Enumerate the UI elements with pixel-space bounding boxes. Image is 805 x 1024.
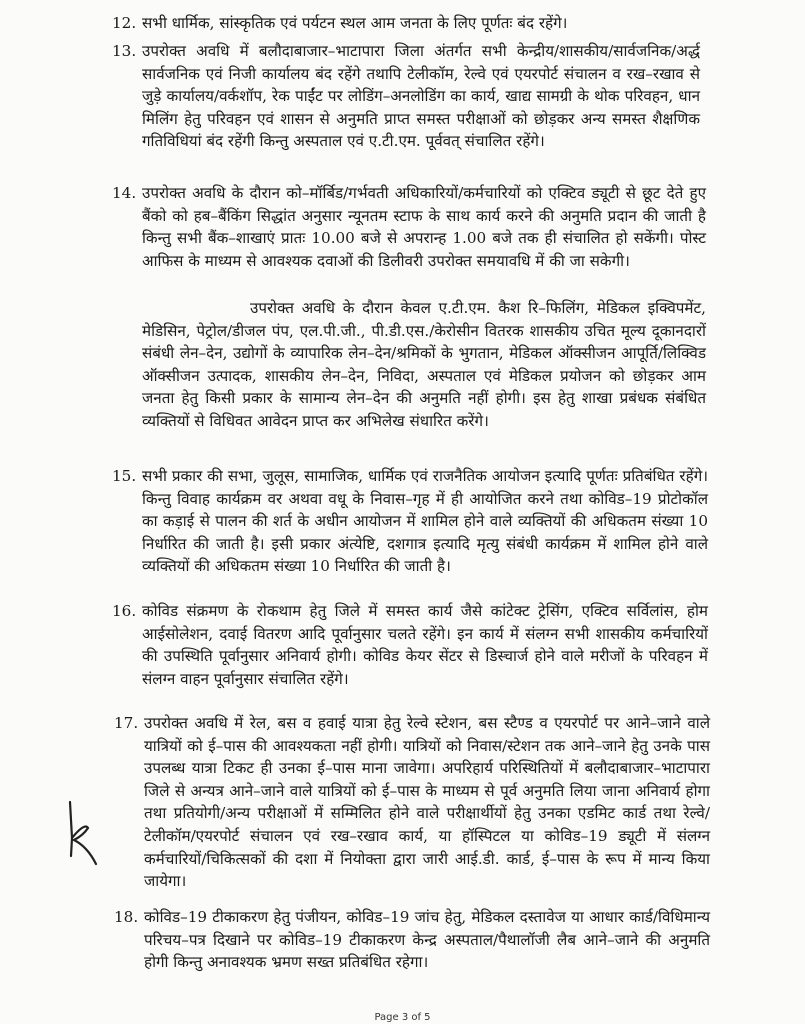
clause-text: उपरोक्त अवधि में रेल, बस व हवाई यात्रा हेतु रेल्वे स्टेशन, बस स्टैण्ड व एयरपोर्ट पर आने–जाने वाले यात्रियों को ई–पास की आवश्यकता नहीं होगी। यात्रियों को निवास/स्टेशन तक आने–जाने हेतु उनके पास उपलब्ध यात्रा टिकट ही उनका ई–पास माना जावेगा। अपरिहार्य परिस्थितियों में बलौदाबाजार–भाटापारा जिले से अन्यत्र आने–जाने वाले यात्रियों को ई–पास के माध्यम से पूर्व अनुमति लिया जाना अनिवार्य होगा तथा प्रतियोगी/अन्य परीक्षाओं में सम्मिलित होने वाले परीक्षार्थीयों हेतु उनका एडमिट कार्ड तथा रेल्वे/टेलीकॉम/एयरपोर्ट संचालन एवं रख–रखाव कार्य, या हॉस्पिटल या कोविड–19 ड्यूटी में संलग्न कर्मचारियों/चिकित्सकों की दशा में नियोक्ता द्वारा जारी आई.डी. कार्ड, ई–पास के रूप में मान्य किया जायेगा।	[144, 714, 710, 891]
clause-number: 15.	[112, 467, 137, 485]
clause-number: 12.	[112, 14, 137, 32]
clause-16	[112, 600, 708, 690]
handwritten-mark	[62, 798, 102, 868]
clause-14-continuation: उपरोक्त अवधि के दौरान केवल ए.टी.एम. कैश रि–फिलिंग, मेडिकल इक्विपमेंट, मेडिसिन, पेट्रोल/डीजल पंप, एल.पी.जी., पी.डी.एस./केरोसीन वितरक शासकीय उचित मूल्य दूकानदारों संबंधी लेन–देन, उद्योगों के व्यापारिक लेन–देन/श्रमिकों के भुगतान, मेडिकल ऑक्सीजन आपूर्ति/लिक्विड ऑक्सीजन उत्पादक, शासकीय लेन–देन, निविदा, अस्पताल एवं मेडिकल प्रयोजन को छोड़कर आम जनता हेतु किसी प्रकार के सामान्य लेन–देन की अनुमति नहीं होगी। इस हेतु शाखा प्रबंधक संबंधित व्यक्तियों से विधिवत आवेदन प्राप्त कर अभिलेख संधारित करेंगे।	[142, 299, 706, 430]
clause-12	[112, 12, 702, 35]
clause-15	[112, 465, 708, 578]
clause-number: 17.	[114, 714, 139, 732]
clause-text: उपरोक्त अवधि के दौरान को–मॉर्बिड/गर्भवती अधिकारियों/कर्मचारियों को एक्टिव ड्यूटी से छूट देते हुए बैंको को हब–बैंकिंग सिद्धांत अनुसार न्यूनतम स्टाफ के साथ कार्य करने की अनुमति प्रदान की जाती है किन्तु सभी बैंक–शाखाएं प्रातः 10.00 बजे से अपरान्ह 1.00 बजे तक ही संचालित हो सकेंगी। पोस्ट आफिस के माध्यम से आवश्यक दवाओं की डिलीवरी उपरोक्त समयावधि में की जा सकेगी।	[142, 184, 706, 270]
clause-17	[114, 712, 710, 893]
clause-14	[112, 182, 706, 272]
clause-text: कोविड–19 टीकाकरण हेतु पंजीयन, कोविड–19 जांच हेतु, मेडिकल दस्तावेज या आधार कार्ड/विधिमान्य परिचय–पत्र दिखाने पर कोविड–19 टीकाकरण केन्द्र अस्पताल/पैथालॉजी लैब आने–जाने की अनुमति होगी किन्तु अनावश्यक भ्रमण सख्त प्रतिबंधित रहेगा।	[144, 908, 710, 972]
clause-text: कोविड संक्रमण के रोकथाम हेतु जिले में समस्त कार्य जैसे कांटेक्ट ट्रेसिंग, एक्टिव सर्विलांस, होम आईसोलेशन, दवाई वितरण आदि पूर्वानुसार चलते रहेंगे। इन कार्य में संलग्न सभी शासकीय कर्मचारियों की उपस्थिति पूर्वानुसार अनिवार्य होगी। कोविड केयर सेंटर से डिस्चार्ज होने वाले मरीजों के परिवहन में संलग्न वाहन पूर्वानुसार संचालित रहेंगे।	[142, 602, 708, 688]
clause-number: 18.	[114, 908, 139, 926]
clause-text: सभी प्रकार की सभा, जुलूस, सामाजिक, धार्मिक एवं राजनैतिक आयोजन इत्यादि पूर्णतः प्रतिबंधित रहेंगे। किन्तु विवाह कार्यक्रम वर अथवा वधू के निवास–गृह में ही आयोजित करने तथा कोविड–19 प्रोटोकॉल का कड़ाई से पालन की शर्त के अधीन आयोजन में शामिल होने वाले व्यक्तियों की अधिकतम संख्या 10 निर्धारित की जाती है। इसी प्रकार अंत्येष्टि, दशगात्र इत्यादि मृत्यु संबंधी कार्यक्रम में शामिल होने वाले व्यक्तियों की अधिकतम संख्या 10 निर्धारित की जाती है।	[142, 467, 708, 576]
page-footer: Page 3 of 5	[374, 1012, 431, 1023]
clause-18	[114, 906, 710, 974]
clause-number: 13.	[112, 42, 137, 60]
clause-13	[112, 40, 700, 153]
clause-number: 16.	[112, 602, 137, 620]
clause-text: सभी धार्मिक, सांस्कृतिक एवं पर्यटन स्थल आम जनता के लिए पूर्णतः बंद रहेंगे।	[142, 14, 568, 32]
clause-text: उपरोक्त अवधि में बलौदाबाजार–भाटापारा जिला अंतर्गत सभी केन्द्रीय/शासकीय/सार्वजनिक/अर्द्ध सार्वजनिक एवं निजी कार्यालय बंद रहेंगे तथापि टेलीकॉम, रेल्वे एवं एयरपोर्ट संचालन व रख–रखाव से जुड़े कार्यालय/वर्कशॉप, रेक पाईंट पर लोडिंग–अनलोडिंग का कार्य, खाद्य सामग्री के थोक परिवहन, धान मिलिंग हेतु परिवहन एवं शासन से अनुमति प्राप्त समस्त परीक्षाओं को छोड़कर अन्य समस्त शैक्षणिक गतिविधियां बंद रहेंगी किन्तु अस्पताल एवं ए.टी.एम. पूर्ववत् संचालित रहेंगे।	[142, 42, 700, 151]
clause-number: 14.	[112, 184, 137, 202]
